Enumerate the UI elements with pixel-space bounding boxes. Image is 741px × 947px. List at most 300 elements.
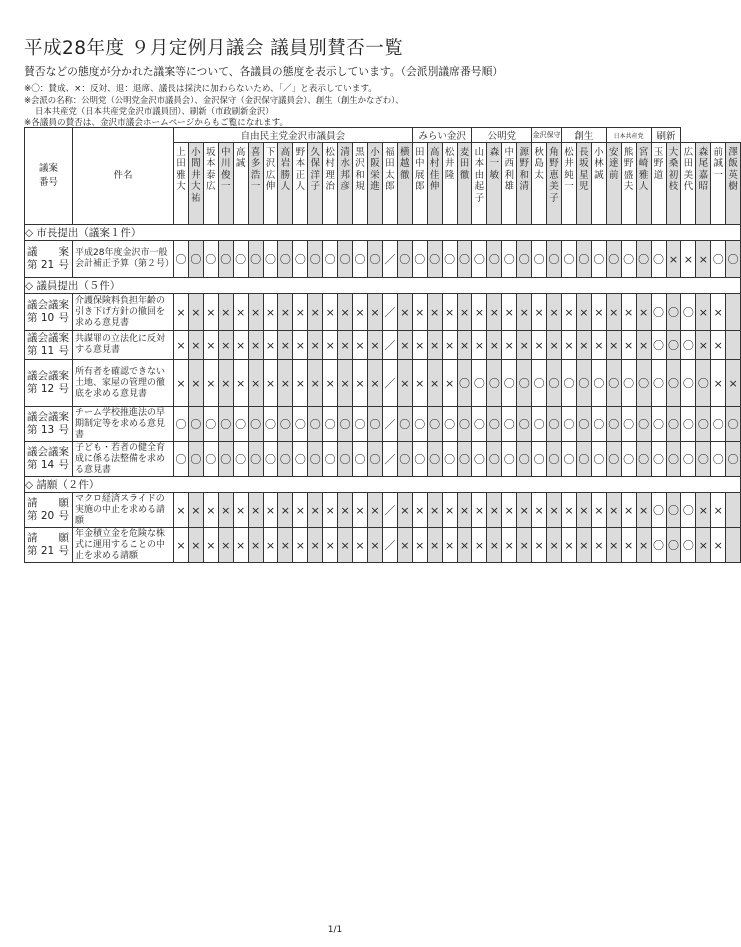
vote-cell: ×: [442, 331, 457, 360]
vote-cell: ×: [472, 493, 487, 528]
vote-cell: 〇: [442, 407, 457, 442]
vote-cell: ×: [353, 360, 368, 407]
vote-cell: 〇: [487, 241, 502, 278]
vote-cell: 〇: [278, 442, 293, 477]
vote-cell: 〇: [353, 442, 368, 477]
vote-cell: 〇: [517, 360, 532, 407]
vote-cell: 〇: [726, 442, 741, 477]
vote-cell: 〇: [636, 360, 651, 407]
vote-cell: ×: [621, 528, 636, 563]
section-label: ◇ 市長提出（議案１件）: [25, 225, 741, 241]
vote-cell: [726, 493, 741, 528]
vote-cell: 〇: [502, 442, 517, 477]
member-26: 松 井 純 一: [562, 143, 577, 225]
vote-cell: ×: [606, 528, 621, 563]
member-24: 秋 島 太: [532, 143, 547, 225]
vote-cell: 〇: [487, 442, 502, 477]
vote-cell: ×: [547, 493, 562, 528]
vote-cell: 〇: [517, 442, 532, 477]
vote-cell: ×: [666, 241, 681, 278]
vote-cell: 〇: [562, 360, 577, 407]
vote-cell: 〇: [442, 442, 457, 477]
vote-cell: ×: [323, 294, 338, 331]
vote-cell: 〇: [353, 241, 368, 278]
vote-cell: ×: [367, 294, 382, 331]
section-label: ◇ 請願（２件）: [25, 477, 741, 493]
member-23: 源 野 和 清: [517, 143, 532, 225]
bill-title: 所有者を確認できない土地、家屋の管理の徹底を求める意見書: [73, 360, 174, 407]
vote-cell: 〇: [532, 442, 547, 477]
vote-cell: 〇: [636, 407, 651, 442]
vote-cell: ×: [367, 360, 382, 407]
vote-cell: ×: [711, 360, 726, 407]
party-3: 金沢保守: [532, 128, 562, 143]
vote-cell: 〇: [606, 407, 621, 442]
vote-cell: 〇: [203, 442, 218, 477]
member-16: 田 中 展 郎: [412, 143, 427, 225]
vote-cell: 〇: [323, 442, 338, 477]
vote-cell: ×: [517, 493, 532, 528]
vote-cell: 〇: [367, 241, 382, 278]
vote-cell: ×: [203, 493, 218, 528]
vote-cell: ×: [576, 528, 591, 563]
vote-cell: ×: [517, 528, 532, 563]
vote-cell: ×: [442, 360, 457, 407]
vote-cell: ×: [532, 294, 547, 331]
vote-cell: ×: [293, 528, 308, 563]
vote-cell: ×: [397, 331, 412, 360]
vote-cell: 〇: [681, 528, 696, 563]
vote-cell: ×: [591, 528, 606, 563]
vote-cell: 〇: [651, 528, 666, 563]
vote-cell: [726, 294, 741, 331]
vote-cell: 〇: [233, 241, 248, 278]
vote-cell: ／: [382, 442, 397, 477]
vote-cell: ×: [338, 331, 353, 360]
vote-cell: 〇: [487, 407, 502, 442]
vote-cell: 〇: [323, 241, 338, 278]
member-36: 前 誠 一: [711, 143, 726, 225]
vote-cell: ×: [547, 528, 562, 563]
vote-cell: [726, 528, 741, 563]
vote-cell: 〇: [293, 407, 308, 442]
member-0: 上 田 雅 大: [174, 143, 189, 225]
vote-cell: 〇: [278, 407, 293, 442]
vote-cell: 〇: [457, 442, 472, 477]
vote-cell: 〇: [218, 407, 233, 442]
vote-cell: 〇: [233, 442, 248, 477]
vote-cell: [726, 331, 741, 360]
vote-cell: 〇: [472, 407, 487, 442]
vote-cell: ×: [397, 294, 412, 331]
bill-number: 請 願 第 20 号: [25, 493, 73, 528]
vote-cell: ×: [487, 528, 502, 563]
member-22: 中 西 利 雄: [502, 143, 517, 225]
vote-cell: 〇: [696, 407, 711, 442]
vote-cell: ×: [293, 294, 308, 331]
vote-cell: 〇: [711, 241, 726, 278]
bill-row: [25, 442, 741, 477]
vote-cell: ×: [517, 331, 532, 360]
vote-cell: 〇: [397, 442, 412, 477]
vote-cell: ×: [174, 360, 189, 407]
member-20: 山 本 由 起 子: [472, 143, 487, 225]
vote-cell: ×: [278, 360, 293, 407]
vote-cell: 〇: [457, 360, 472, 407]
vote-cell: 〇: [681, 331, 696, 360]
vote-cell: 〇: [338, 442, 353, 477]
vote-cell: ×: [397, 493, 412, 528]
bill-number: 議会議案 第 12 号: [25, 360, 73, 407]
vote-cell: 〇: [606, 241, 621, 278]
vote-cell: ×: [636, 294, 651, 331]
vote-cell: ×: [278, 528, 293, 563]
vote-cell: ×: [442, 493, 457, 528]
vote-cell: ×: [367, 528, 382, 563]
vote-cell: 〇: [681, 407, 696, 442]
vote-cell: ×: [308, 493, 323, 528]
vote-cell: ×: [502, 331, 517, 360]
vote-cell: 〇: [323, 407, 338, 442]
member-27: 長 坂 星 児: [576, 143, 591, 225]
vote-cell: 〇: [174, 407, 189, 442]
vote-cell: ×: [696, 493, 711, 528]
vote-cell: ×: [412, 493, 427, 528]
vote-cell: ×: [218, 331, 233, 360]
vote-cell: ／: [382, 493, 397, 528]
vote-cell: 〇: [576, 407, 591, 442]
vote-cell: ×: [203, 360, 218, 407]
vote-cell: ×: [203, 294, 218, 331]
vote-cell: ×: [278, 294, 293, 331]
vote-cell: 〇: [203, 241, 218, 278]
vote-cell: 〇: [591, 442, 606, 477]
vote-cell: 〇: [263, 407, 278, 442]
vote-cell: 〇: [233, 407, 248, 442]
bill-row: [25, 407, 741, 442]
vote-cell: ×: [711, 294, 726, 331]
vote-cell: ×: [233, 360, 248, 407]
bill-title-header: 件名: [73, 128, 174, 225]
vote-cell: 〇: [427, 407, 442, 442]
vote-cell: 〇: [562, 442, 577, 477]
vote-cell: ×: [427, 493, 442, 528]
vote-cell: 〇: [711, 442, 726, 477]
member-2: 坂 本 泰 広: [203, 143, 218, 225]
party-0: 自由民主党金沢市議員会: [174, 128, 413, 143]
vote-cell: ×: [263, 360, 278, 407]
page-title: 平成28年度 ９月定例月議会 議員別賛否一覧: [24, 38, 404, 59]
vote-cell: ×: [203, 528, 218, 563]
vote-cell: ×: [412, 331, 427, 360]
vote-cell: ×: [606, 331, 621, 360]
bill-title: 平成28年度金沢市一般会計補正予算（第２号）: [73, 241, 174, 278]
vote-cell: 〇: [367, 407, 382, 442]
member-33: 大 桑 初 枝: [666, 143, 681, 225]
member-31: 宮 崎 雅 人: [636, 143, 651, 225]
vote-cell: 〇: [651, 493, 666, 528]
member-37: 澤 飯 英 樹: [726, 143, 741, 225]
vote-cell: 〇: [412, 407, 427, 442]
bill-row: [25, 331, 741, 360]
vote-cell: ×: [263, 528, 278, 563]
vote-cell: ×: [233, 493, 248, 528]
vote-cell: ×: [353, 294, 368, 331]
vote-cell: 〇: [263, 241, 278, 278]
member-8: 野 本 正 人: [293, 143, 308, 225]
vote-cell: 〇: [457, 407, 472, 442]
vote-cell: ×: [621, 294, 636, 331]
bill-title: チーム学校推進法の早期制定等を求める意見書: [73, 407, 174, 442]
vote-cell: ×: [218, 493, 233, 528]
vote-cell: ×: [532, 331, 547, 360]
vote-cell: 〇: [188, 442, 203, 477]
vote-cell: 〇: [621, 360, 636, 407]
vote-cell: 〇: [621, 241, 636, 278]
vote-cell: ×: [293, 331, 308, 360]
member-25: 角 野 恵 美 子: [547, 143, 562, 225]
vote-cell: 〇: [188, 241, 203, 278]
vote-cell: ／: [382, 331, 397, 360]
vote-cell: ×: [293, 493, 308, 528]
vote-cell: ×: [397, 528, 412, 563]
vote-cell: 〇: [547, 241, 562, 278]
vote-cell: ×: [248, 360, 263, 407]
vote-cell: ×: [591, 493, 606, 528]
vote-cell: ×: [233, 331, 248, 360]
vote-cell: ×: [621, 331, 636, 360]
member-10: 松 村 理 治: [323, 143, 338, 225]
bill-row: [25, 241, 741, 278]
bill-title: 共謀罪の立法化に反対する意見書: [73, 331, 174, 360]
vote-cell: ×: [696, 294, 711, 331]
bill-title: 介護保険料負担年齢の引き下げ方針の撤回を求める意見書: [73, 294, 174, 331]
vote-cell: 〇: [562, 241, 577, 278]
vote-cell: ×: [248, 331, 263, 360]
vote-cell: ×: [487, 294, 502, 331]
vote-cell: 〇: [651, 241, 666, 278]
vote-cell: ×: [338, 528, 353, 563]
vote-cell: 〇: [308, 407, 323, 442]
vote-cell: ×: [308, 294, 323, 331]
vote-cell: ×: [263, 331, 278, 360]
bill-number: 議会議案 第 13 号: [25, 407, 73, 442]
vote-cell: ×: [636, 331, 651, 360]
vote-cell: ×: [726, 360, 741, 407]
vote-cell: ×: [576, 493, 591, 528]
vote-cell: 〇: [248, 442, 263, 477]
vote-cell: ×: [338, 493, 353, 528]
vote-cell: 〇: [621, 407, 636, 442]
vote-cell: 〇: [651, 294, 666, 331]
website-note: ※各議員の賛否は、金沢市議会ホームページからもご覧になれます。: [24, 118, 289, 128]
bill-row: [25, 294, 741, 331]
vote-cell: 〇: [666, 294, 681, 331]
vote-cell: ×: [397, 360, 412, 407]
party-1: みらい金沢: [412, 128, 472, 143]
member-15: 横 越 徹: [397, 143, 412, 225]
vote-cell: ×: [442, 294, 457, 331]
vote-cell: 〇: [487, 360, 502, 407]
vote-cell: 〇: [696, 442, 711, 477]
vote-cell: 〇: [502, 407, 517, 442]
vote-cell: ×: [576, 294, 591, 331]
vote-cell: 〇: [666, 528, 681, 563]
vote-cell: ×: [457, 331, 472, 360]
vote-cell: ×: [606, 493, 621, 528]
vote-cell: ×: [188, 331, 203, 360]
vote-cell: 〇: [726, 407, 741, 442]
vote-cell: ×: [681, 241, 696, 278]
vote-cell: 〇: [338, 407, 353, 442]
vote-cell: ×: [308, 331, 323, 360]
vote-cell: 〇: [651, 442, 666, 477]
vote-cell: ×: [547, 294, 562, 331]
member-32: 玉 野 道: [651, 143, 666, 225]
bill-number: 議 案 第 21 号: [25, 241, 73, 278]
member-28: 小 林 誠: [591, 143, 606, 225]
vote-cell: 〇: [651, 407, 666, 442]
vote-cell: ×: [427, 528, 442, 563]
vote-cell: 〇: [248, 241, 263, 278]
vote-cell: ×: [338, 360, 353, 407]
vote-table: [24, 127, 741, 563]
vote-cell: 〇: [218, 442, 233, 477]
vote-cell: ×: [487, 493, 502, 528]
vote-cell: 〇: [174, 442, 189, 477]
vote-cell: ×: [367, 331, 382, 360]
vote-cell: ×: [338, 294, 353, 331]
party-4: 創生: [562, 128, 607, 143]
vote-cell: ×: [591, 294, 606, 331]
vote-cell: 〇: [308, 442, 323, 477]
vote-cell: ×: [472, 331, 487, 360]
bill-title: 子ども・若者の健全育成に係る法整備を求める意見書: [73, 442, 174, 477]
vote-cell: ×: [502, 528, 517, 563]
vote-cell: ×: [293, 360, 308, 407]
page-number: 1/1: [327, 925, 343, 935]
vote-cell: 〇: [696, 360, 711, 407]
vote-cell: 〇: [576, 241, 591, 278]
bill-row: [25, 528, 741, 563]
vote-cell: 〇: [397, 407, 412, 442]
vote-cell: 〇: [621, 442, 636, 477]
vote-cell: ×: [323, 528, 338, 563]
vote-cell: ×: [412, 528, 427, 563]
vote-cell: ×: [621, 493, 636, 528]
vote-cell: ×: [174, 294, 189, 331]
vote-cell: 〇: [517, 407, 532, 442]
vote-cell: 〇: [666, 407, 681, 442]
vote-cell: 〇: [308, 241, 323, 278]
member-17: 高 村 佳 伸: [427, 143, 442, 225]
vote-cell: ×: [367, 493, 382, 528]
vote-cell: 〇: [681, 442, 696, 477]
vote-cell: ×: [711, 528, 726, 563]
vote-cell: 〇: [502, 360, 517, 407]
vote-cell: ×: [248, 493, 263, 528]
vote-cell: ×: [188, 528, 203, 563]
vote-cell: ×: [457, 294, 472, 331]
member-9: 久 保 洋 子: [308, 143, 323, 225]
vote-cell: ×: [427, 360, 442, 407]
vote-cell: ／: [382, 360, 397, 407]
party-5: 日本共産党: [606, 128, 651, 143]
vote-cell: 〇: [188, 407, 203, 442]
bill-number: 議会議案 第 11 号: [25, 331, 73, 360]
vote-cell: ×: [502, 493, 517, 528]
vote-cell: ×: [532, 493, 547, 528]
vote-cell: 〇: [591, 407, 606, 442]
party-6: 刷新: [651, 128, 681, 143]
party-header-row: [25, 128, 741, 143]
member-35: 森 尾 嘉 昭: [696, 143, 711, 225]
vote-cell: ×: [188, 294, 203, 331]
vote-cell: ×: [636, 493, 651, 528]
vote-cell: ×: [263, 294, 278, 331]
vote-cell: 〇: [532, 360, 547, 407]
vote-cell: 〇: [532, 241, 547, 278]
vote-cell: ×: [562, 493, 577, 528]
vote-cell: 〇: [666, 360, 681, 407]
vote-cell: 〇: [517, 241, 532, 278]
vote-cell: 〇: [711, 407, 726, 442]
vote-cell: ×: [696, 241, 711, 278]
vote-cell: ×: [457, 493, 472, 528]
vote-cell: ×: [233, 528, 248, 563]
vote-cell: ×: [353, 331, 368, 360]
party-2: 公明党: [472, 128, 532, 143]
vote-cell: ×: [308, 360, 323, 407]
member-29: 安 達 前: [606, 143, 621, 225]
vote-cell: ×: [457, 528, 472, 563]
vote-cell: ×: [218, 294, 233, 331]
party-names-note-cont: 日本共産党（日本共産党金沢市議員団）、刷新（市政刷新金沢）: [35, 106, 274, 116]
vote-cell: 〇: [427, 241, 442, 278]
vote-cell: ×: [427, 331, 442, 360]
vote-cell: 〇: [472, 360, 487, 407]
bill-number: 議会議案 第 10 号: [25, 294, 73, 331]
vote-cell: 〇: [681, 493, 696, 528]
member-13: 小 阪 栄 進: [367, 143, 382, 225]
legend-note: ※〇：賛成、×：反対、退：退席、議長は採決に加わらないため、「／」と表示しています。: [24, 84, 377, 94]
vote-cell: ×: [487, 331, 502, 360]
intro-text: 賛否などの態度が分かれた議案等について、各議員の態度を表示しています。（会派別議席番号順）: [24, 65, 504, 78]
vote-cell: ×: [562, 331, 577, 360]
vote-cell: 〇: [472, 241, 487, 278]
vote-cell: 〇: [412, 442, 427, 477]
vote-cell: ×: [502, 294, 517, 331]
bill-number: 請 願 第 21 号: [25, 528, 73, 563]
vote-cell: 〇: [367, 442, 382, 477]
vote-cell: ×: [263, 493, 278, 528]
member-12: 黒 沢 和 規: [353, 143, 368, 225]
vote-cell: 〇: [353, 407, 368, 442]
vote-cell: ×: [233, 294, 248, 331]
vote-cell: 〇: [442, 241, 457, 278]
vote-cell: ×: [248, 294, 263, 331]
party-names-note: ※会派の名称：公明党（公明党金沢市議員会）、金沢保守（金沢保守議員会）、創生（創生かなざわ）、: [24, 95, 404, 105]
vote-cell: ×: [472, 528, 487, 563]
vote-cell: ×: [412, 360, 427, 407]
member-18: 松 井 隆: [442, 143, 457, 225]
vote-cell: 〇: [472, 442, 487, 477]
vote-cell: ×: [562, 294, 577, 331]
vote-cell: 〇: [606, 442, 621, 477]
member-1: 小 間 井 大 祐: [188, 143, 203, 225]
vote-cell: ／: [382, 294, 397, 331]
vote-cell: ×: [278, 493, 293, 528]
